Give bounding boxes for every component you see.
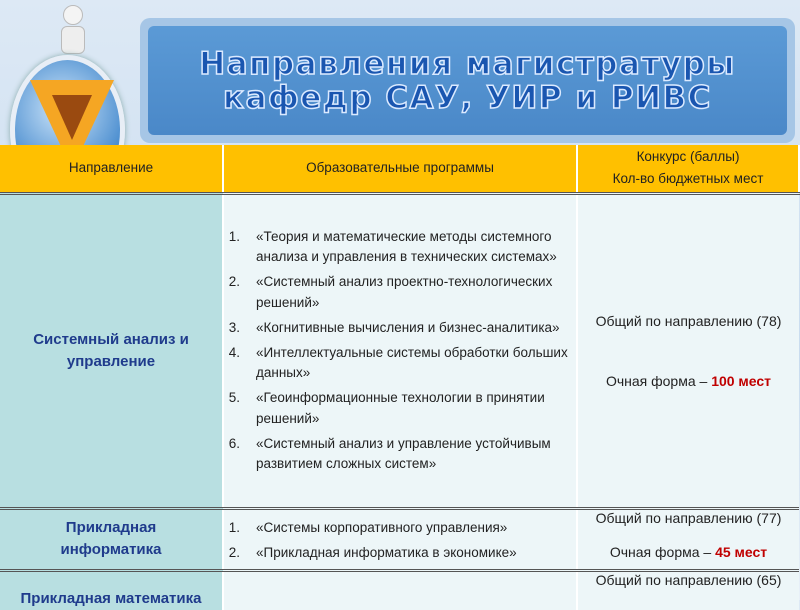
title-banner	[140, 18, 795, 143]
mascot-figure	[60, 5, 86, 55]
table-header	[0, 145, 799, 193]
table-row	[0, 570, 799, 610]
list-item: 3. «Когнитивные вычисления и бизнес-аналитика»	[228, 319, 560, 335]
direction-cell: Прикладная информатика	[0, 508, 223, 570]
list-item: 1. «Теория и математические методы системного анализа и управления в технических системах»	[228, 228, 557, 264]
table-row	[0, 508, 799, 570]
header-competition: Конкурс (баллы) Кол-во бюджетных мест	[577, 145, 799, 193]
programs-cell	[223, 508, 577, 570]
programs-cell	[223, 570, 577, 610]
competition-cell: Общий по направлению (78) Очная форма – 100 мест	[577, 193, 799, 508]
header-programs: Образовательные программы	[223, 145, 577, 193]
list-item: 2. «Системный анализ проектно-технологических решений»	[228, 274, 553, 310]
table-row	[0, 193, 799, 508]
competition-cell: Общий по направлению (77) Очная форма – 45 мест	[577, 508, 799, 570]
list-item: 5. «Геоинформационные технологии в принятии решений»	[228, 390, 545, 426]
list-item: 4. «Интеллектуальные системы обработки больших данных»	[228, 344, 568, 380]
competition-cell: Общий по направлению (65)	[577, 570, 799, 610]
list-item: 1. «Системы корпоративного управления»	[228, 520, 508, 536]
direction-cell: Системный анализ и управление	[0, 193, 223, 508]
programs-cell	[223, 193, 577, 508]
header-direction: Направление	[0, 145, 223, 193]
slide-title-line1: Направления магистратуры	[199, 45, 736, 82]
slide-title-line2: кафедр САУ, УИР и РИВС	[223, 79, 712, 116]
programs-table	[0, 145, 800, 610]
list-item: 6. «Системный анализ и управление устойчивым развитием сложных систем»	[228, 435, 551, 471]
list-item: 2. «Прикладная информатика в экономике»	[228, 545, 517, 561]
direction-cell: Прикладная математика	[0, 570, 223, 610]
